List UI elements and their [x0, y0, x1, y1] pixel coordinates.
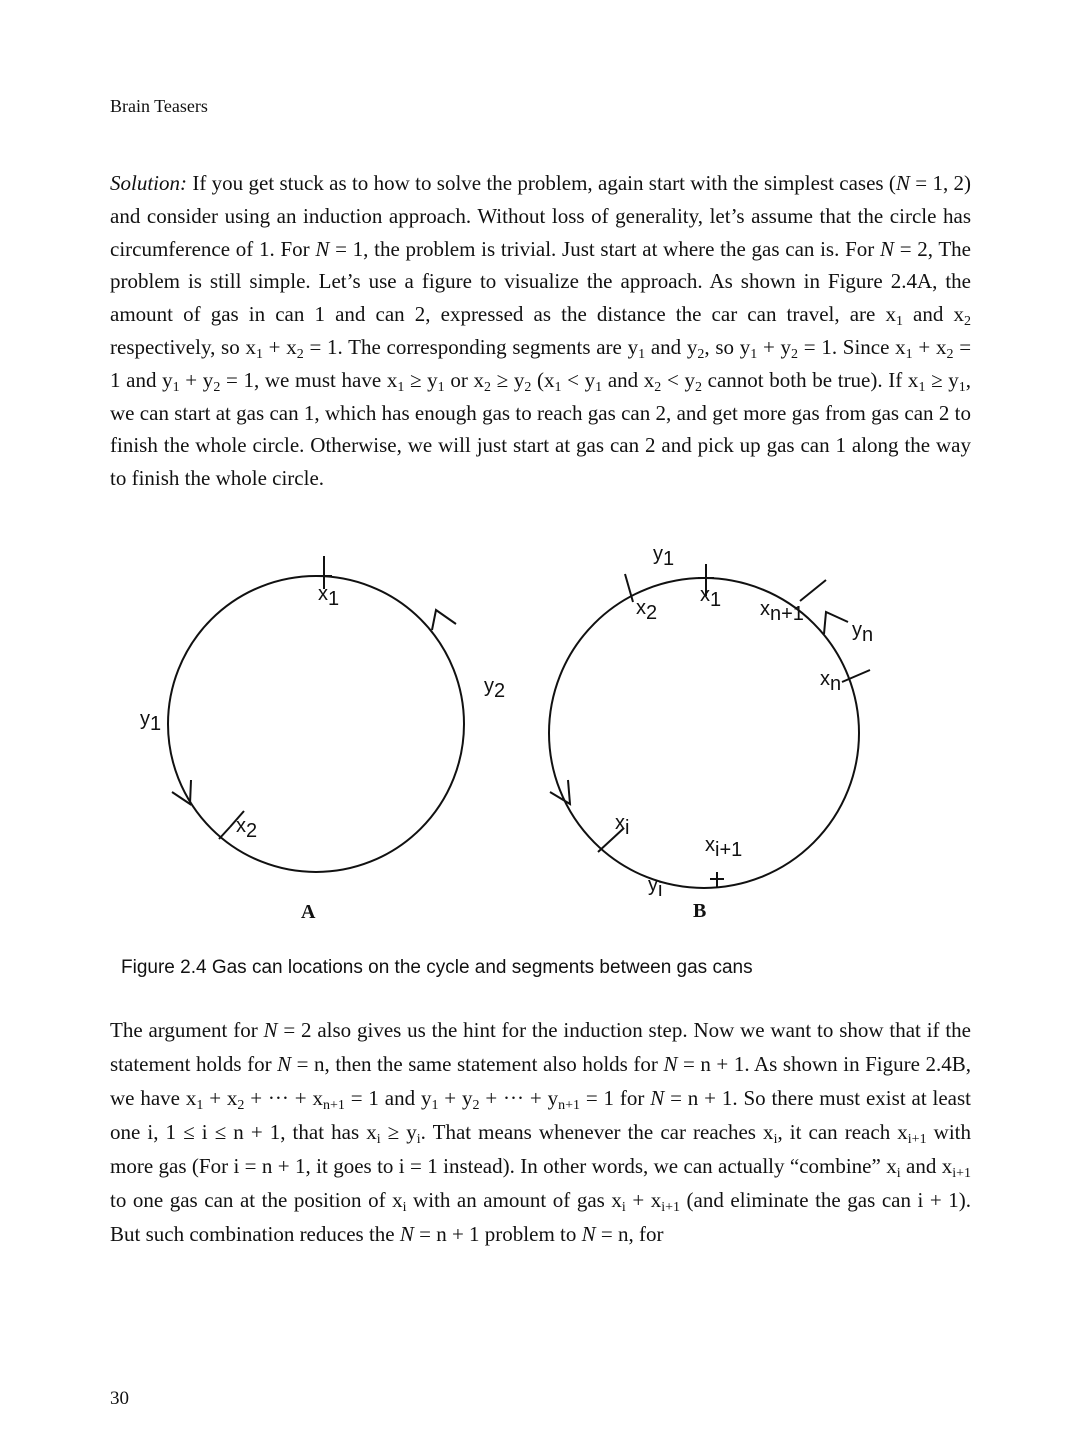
- p1-text: and y: [645, 334, 698, 359]
- p1-text: or x: [444, 367, 484, 392]
- subscript: i: [896, 1166, 901, 1181]
- figure-label-a: A: [301, 901, 316, 923]
- circle-a: [168, 576, 464, 872]
- p1-text: < y: [661, 367, 695, 392]
- label-a-x2: x2: [236, 815, 258, 842]
- p1-text: = 1. Since x: [798, 334, 906, 359]
- subscript: 1: [895, 314, 903, 330]
- p1-text: = 1 and y: [110, 334, 972, 392]
- arrow-a-y2: [432, 610, 456, 630]
- p1-text: + x: [262, 334, 297, 359]
- p1-text: < y: [561, 367, 596, 392]
- subscript: 1: [595, 379, 603, 395]
- subscript: i: [416, 1132, 421, 1147]
- subscript: 2: [524, 379, 532, 395]
- figure-label-b: B: [693, 900, 707, 922]
- label-b-xi: xi: [615, 812, 630, 839]
- p2-text: = n + 1 problem to: [413, 1222, 582, 1246]
- label-b-x1: x1: [700, 584, 722, 611]
- p2-text: = n + 1. As shown in Figure 2.4B, we have x: [110, 1052, 971, 1110]
- p1-text: , we can start at gas can 1, which has enough gas to reach gas can 2, and get more gas from gas can 2 to finish the whole circle. Otherwise, we will just start at gas can 2 and pick up gas can 1 along the way to finish the whole circle.: [110, 367, 972, 491]
- subscript: i: [621, 1200, 626, 1215]
- var-n: N: [581, 1222, 596, 1246]
- arrow-b-yn: [824, 612, 848, 634]
- subscript: 1: [255, 346, 263, 362]
- subscript: n+1: [558, 1098, 580, 1113]
- label-b-yn: yn: [852, 619, 874, 646]
- p2-text: The argument for: [110, 1018, 264, 1042]
- subscript: 1: [918, 379, 926, 395]
- p1-text: respectively, so x: [110, 334, 256, 359]
- subscript: 2: [213, 379, 221, 395]
- p2-text: = 1 for: [579, 1086, 651, 1110]
- p2-text: = n + 1. So there must exist at least one i, 1 ≤ i ≤ n + 1, that has x: [110, 1086, 971, 1144]
- var-n: N: [895, 171, 910, 195]
- p2-text: with more gas (For i = n + 1, it goes to i = 1 instead). In other words, we can actually “combine” x: [110, 1120, 971, 1178]
- label-b-xn1: xn+1: [760, 598, 804, 625]
- p2-text: + x: [203, 1086, 238, 1110]
- subscript: 1: [397, 379, 405, 395]
- label-b-xn: xn: [820, 668, 842, 695]
- p1-text: ≥ y: [404, 367, 438, 392]
- running-header: Brain Teasers: [110, 96, 208, 116]
- tick-a-x2: [219, 827, 230, 839]
- subscript: 2: [946, 346, 954, 362]
- subscript: 2: [472, 1098, 480, 1113]
- subscript: 2: [654, 379, 662, 395]
- subscript: 1: [638, 346, 646, 362]
- p1-text: ≥ y: [925, 367, 959, 392]
- gas-can-figure: [0, 530, 1083, 930]
- subscript: i: [402, 1200, 407, 1215]
- p2-text: (and eliminate the gas can i + 1). But such combination reduces the: [110, 1188, 972, 1246]
- p2-text: . That means whenever the car reaches x: [420, 1120, 774, 1144]
- subscript: 2: [694, 379, 702, 395]
- var-n: N: [315, 236, 330, 261]
- var-n: N: [650, 1086, 665, 1110]
- p1-text: and x: [602, 367, 655, 392]
- subscript: 2: [296, 346, 304, 362]
- label-a-y1: y1: [140, 708, 162, 735]
- var-n: N: [263, 1018, 278, 1042]
- circle-b: [549, 578, 859, 888]
- p2-text: = 2 also gives us the hint for the induction step. Now we want to show that if the statement holds for: [110, 1018, 971, 1076]
- p2-text: , it can reach x: [777, 1120, 908, 1144]
- p1-text: , so y: [704, 334, 751, 359]
- label-b-x2: x2: [636, 597, 658, 624]
- subscript: 1: [958, 379, 966, 395]
- subscript: n+1: [322, 1098, 345, 1113]
- p1-text: = 1, 2) and consider using an induction approach. Without loss of generality, let’s assume that the circle has circumference of 1. For: [110, 171, 972, 261]
- p1-text: = 1, we must have x: [220, 367, 398, 392]
- subscript: 1: [437, 379, 445, 395]
- p1-text: + x: [912, 334, 947, 359]
- p1-text: + y: [757, 334, 792, 359]
- p2-text: to one gas can at the position of x: [110, 1188, 403, 1212]
- p1-text: + y: [179, 367, 214, 392]
- subscript: 1: [905, 346, 913, 362]
- subscript: 1: [431, 1098, 439, 1113]
- var-n: N: [277, 1052, 292, 1076]
- subscript: i: [376, 1132, 381, 1147]
- p1-text: cannot both be true). If x: [701, 367, 919, 392]
- figure-caption: Figure 2.4 Gas can locations on the cycle and segments between gas cans: [121, 957, 753, 978]
- var-n: N: [399, 1222, 414, 1246]
- var-n: N: [879, 236, 894, 261]
- p2-text: + x: [625, 1188, 662, 1212]
- label-a-x1: x1: [318, 583, 340, 610]
- subscript: 2: [483, 379, 491, 395]
- subscript: 2: [697, 346, 705, 362]
- p2-text: with an amount of gas x: [406, 1188, 622, 1212]
- subscript: i+1: [661, 1200, 681, 1215]
- label-b-yi: yi: [648, 874, 663, 901]
- p1-text: = 1, the problem is trivial. Just start at where the gas can is. For: [329, 236, 880, 261]
- subscript: i+1: [952, 1166, 971, 1181]
- p2-text: + ··· + x: [244, 1086, 323, 1110]
- label-a-y2: y2: [484, 675, 506, 702]
- p2-text: + ··· + y: [479, 1086, 559, 1110]
- subscript: i+1: [907, 1132, 927, 1147]
- label-b-xi1: xi+1: [705, 834, 743, 861]
- p1-text: = 1. The corresponding segments are y: [303, 334, 639, 359]
- subscript: 2: [964, 314, 971, 330]
- subscript: 1: [172, 379, 180, 395]
- p2-text: = n, then the same statement also holds for: [291, 1052, 664, 1076]
- p2-text: ≥ y: [380, 1120, 417, 1144]
- p2-text: and x: [900, 1154, 953, 1178]
- page-number: 30: [110, 1388, 129, 1409]
- tick-b-xn1: [800, 580, 826, 601]
- subscript: i: [773, 1132, 778, 1147]
- p1-text: If you get stuck as to how to solve the problem, again start with the simplest cases (: [192, 171, 896, 195]
- p1-text: = 2, The problem is still simple. Let’s use a figure to visualize the approach. As shown in Figure 2.4A, the amount of gas in can 1 and can 2, expressed as the distance the car can travel, are x: [110, 236, 971, 327]
- p1-text: and x: [902, 302, 964, 327]
- subscript: 1: [750, 346, 758, 362]
- subscript: 2: [791, 346, 799, 362]
- p1-text: ≥ y: [490, 367, 525, 392]
- subscript: 2: [237, 1098, 245, 1113]
- induction-paragraph: [110, 1013, 971, 1251]
- p1-text: (x: [531, 367, 555, 392]
- subscript: 1: [554, 379, 562, 395]
- p2-text: + y: [438, 1086, 473, 1110]
- var-n: N: [663, 1052, 678, 1076]
- label-b-y1: y1: [653, 543, 675, 570]
- solution-lead: Solution:: [110, 171, 187, 195]
- subscript: 1: [196, 1098, 204, 1113]
- p2-text: = n, for: [595, 1222, 664, 1246]
- p2-text: = 1 and y: [344, 1086, 432, 1110]
- solution-paragraph: [110, 167, 971, 495]
